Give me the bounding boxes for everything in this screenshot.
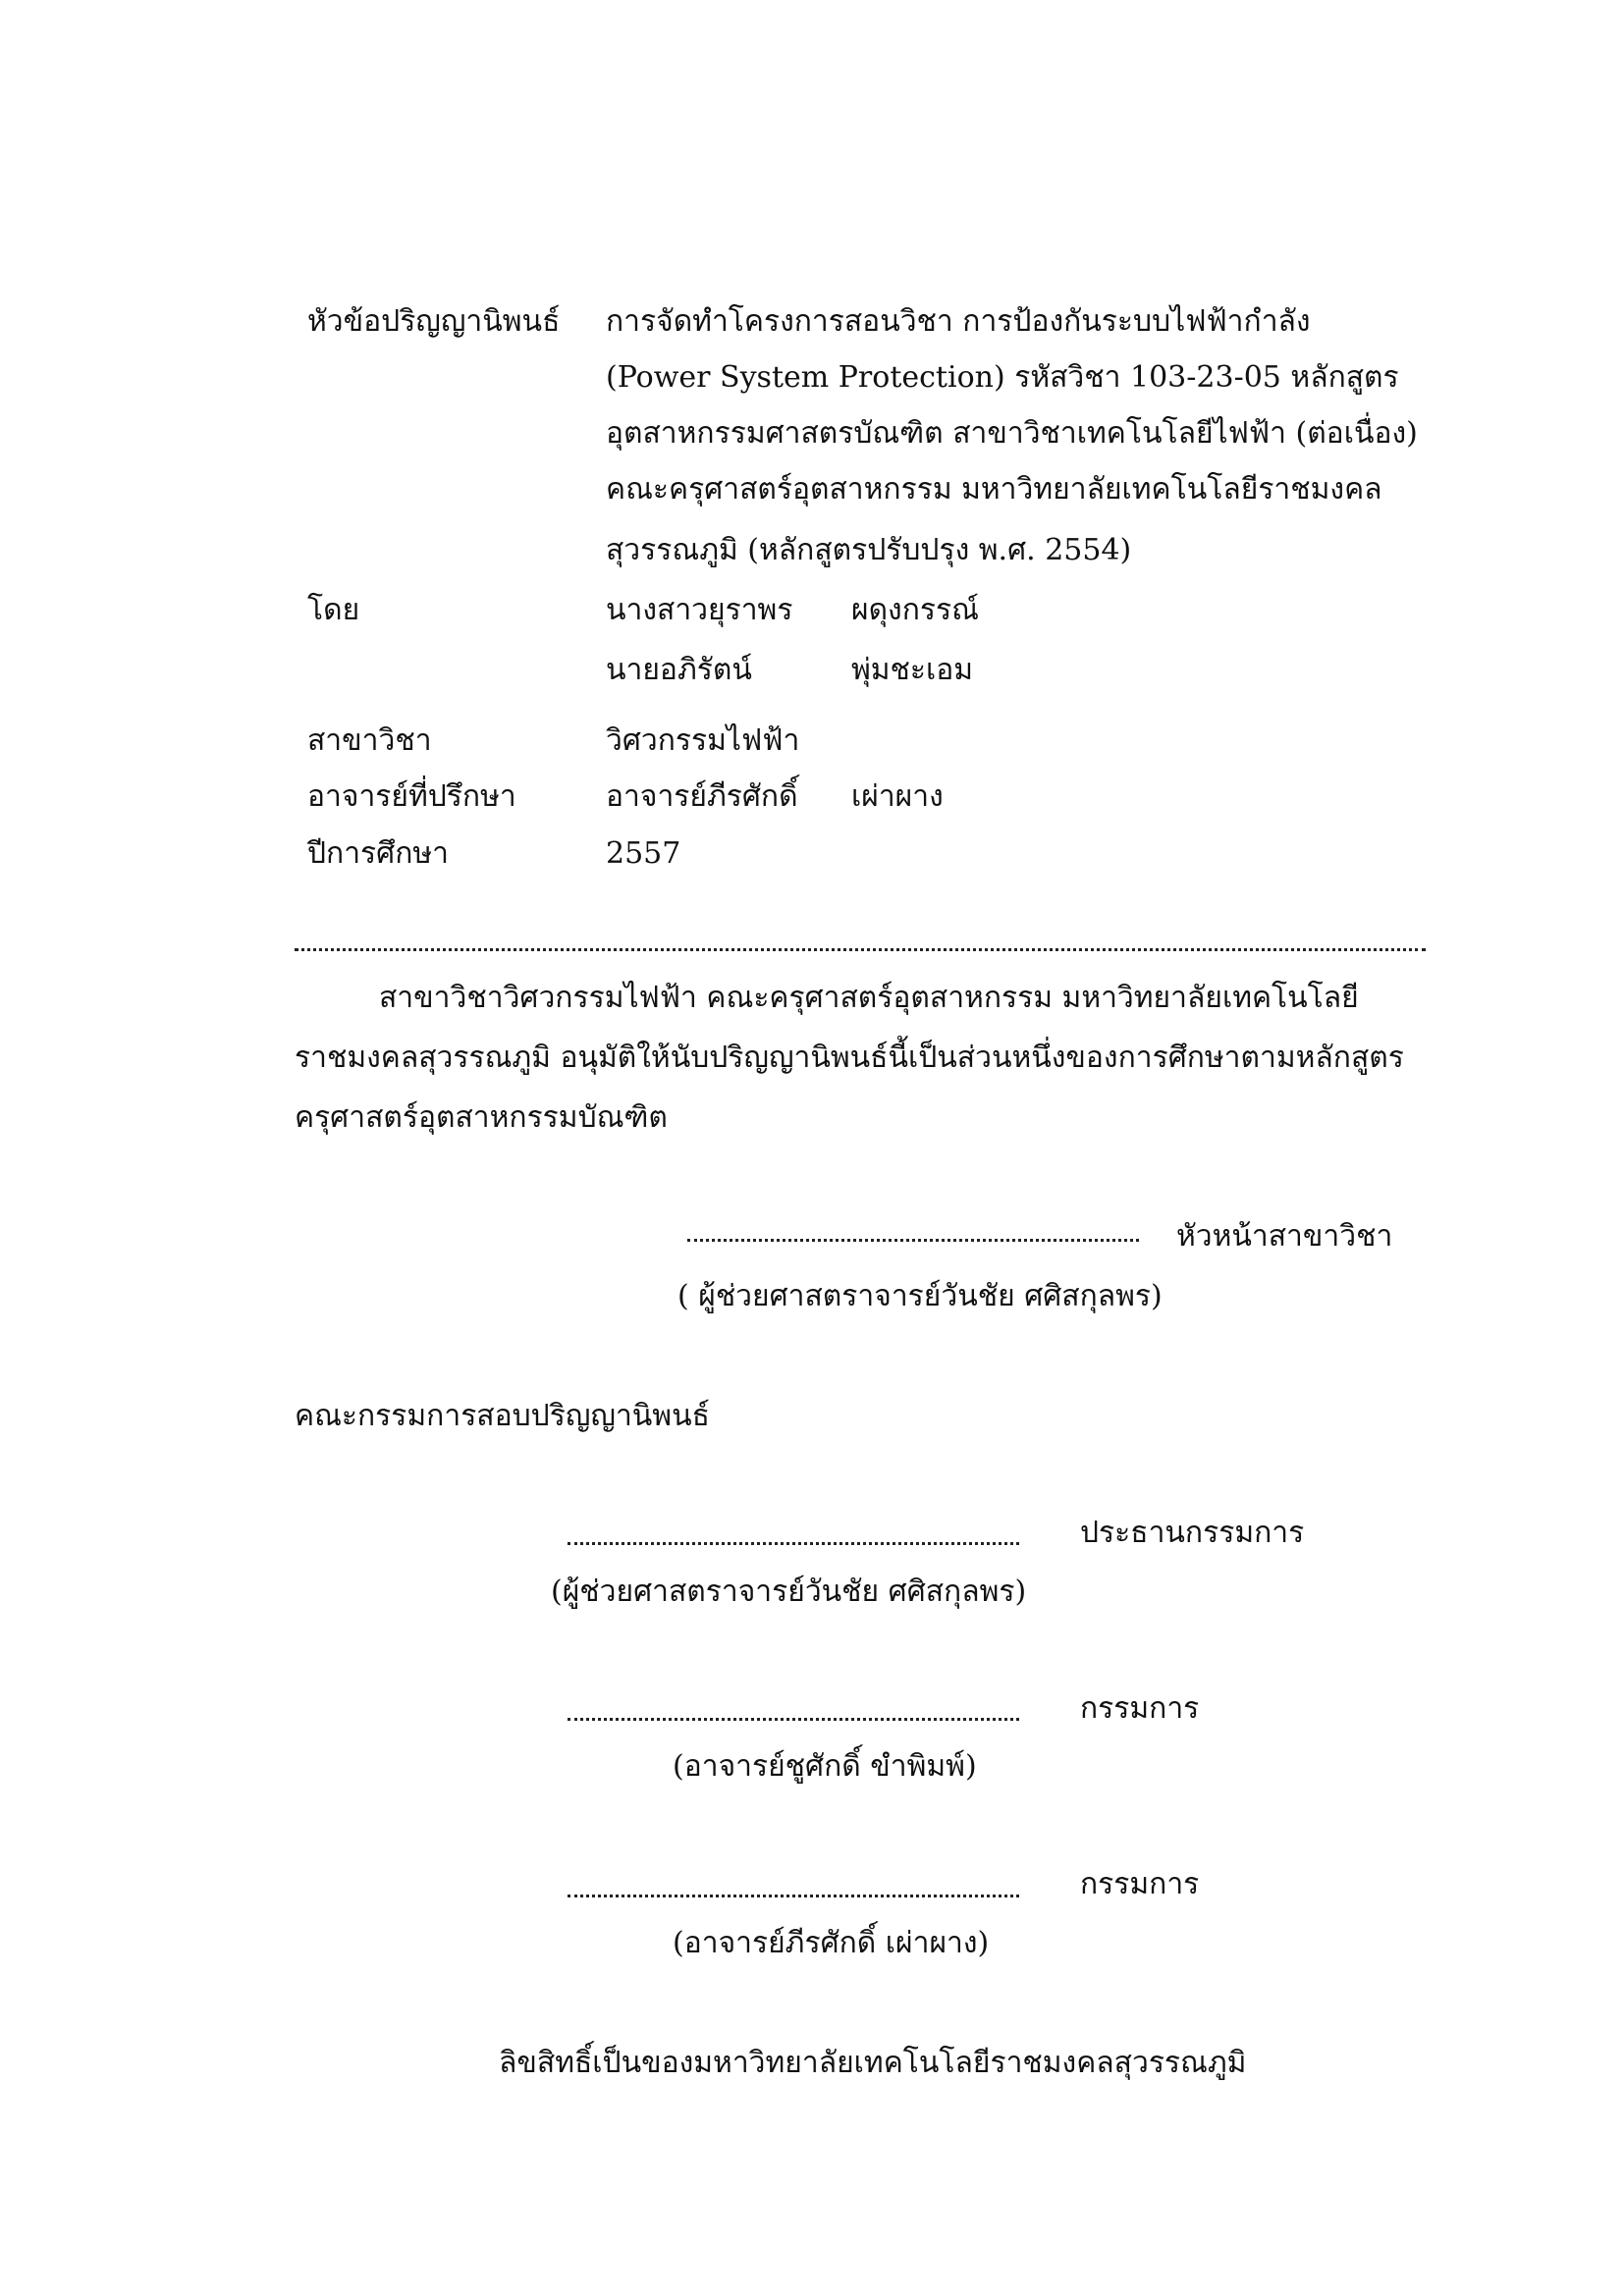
chair-name: (ผู้ช่วยศาสตราจารย์วันชัย ศศิสกุลพร)	[551, 1575, 1027, 1609]
thesis-title-line-5: สุวรรณภูมิ (หลักสูตรปรับปรุง พ.ศ. 2554)	[606, 533, 1132, 567]
academic-year-value: 2557	[606, 836, 681, 871]
advisor-label: อาจารย์ที่ปรึกษา	[307, 779, 516, 814]
head-name: ( ผู้ช่วยศาสตราจารย์วันชัย ศศิสกุลพร)	[677, 1279, 1163, 1313]
approval-line-2: ราชมงคลสุวรรณภูมิ อนุมัติให้นับปริญญานิพนธ์นี้เป็นส่วนหนึ่งของการศึกษาตามหลักสูตร	[295, 1041, 1404, 1075]
copyright-notice: ลิขสิทธิ์เป็นของมหาวิทยาลัยเทคโนโลยีราชมงคลสุวรรณภูมิ	[499, 2046, 1247, 2080]
author-1-first-name: นางสาวยุราพร	[606, 593, 793, 627]
member-2-role: กรรมการ	[1080, 1867, 1200, 1901]
thesis-title-label: หัวข้อปริญญานิพนธ์	[307, 304, 561, 339]
approval-line-3: ครุศาสตร์อุตสาหกรรมบัณฑิต	[295, 1100, 668, 1135]
by-label: โดย	[307, 593, 360, 627]
committee-heading: คณะกรรมการสอบปริญญานิพนธ์	[295, 1399, 710, 1433]
thesis-title-line-4: คณะครุศาสตร์อุตสาหกรรม มหาวิทยาลัยเทคโนโลยีราชมงคล	[606, 472, 1382, 507]
head-signature-line	[687, 1239, 1139, 1242]
chair-role: ประธานกรรมการ	[1080, 1516, 1305, 1550]
section-divider	[295, 933, 1426, 951]
member-2-name: (อาจารย์ภีรศักดิ์ เผ่าผาง)	[673, 1926, 990, 1960]
major-value: วิศวกรรมไฟฟ้า	[606, 723, 800, 758]
head-role: หัวหน้าสาขาวิชา	[1176, 1219, 1393, 1254]
author-1-last-name: ผดุงกรรณ์	[851, 593, 979, 627]
author-2-last-name: พุ่มชะเอม	[851, 653, 974, 687]
member-1-signature-line	[568, 1718, 1019, 1721]
advisor-last-name: เผ่าผาง	[851, 779, 944, 814]
member-1-role: กรรมการ	[1080, 1691, 1200, 1726]
thesis-title-line-2: (Power System Protection) รหัสวิชา 103-23-05 หลักสูตร	[606, 360, 1399, 395]
author-2-first-name: นายอภิรัตน์	[606, 653, 752, 687]
major-label: สาขาวิชา	[307, 723, 432, 758]
member-1-name: (อาจารย์ชูศักดิ์ ขำพิมพ์)	[673, 1749, 977, 1784]
academic-year-label: ปีการศึกษา	[307, 836, 449, 871]
thesis-title-line-3: อุตสาหกรรมศาสตรบัณฑิต สาขาวิชาเทคโนโลยีไฟฟ้า (ต่อเนื่อง)	[606, 416, 1418, 451]
chair-signature-line	[568, 1542, 1019, 1545]
approval-line-1: สาขาวิชาวิศวกรรมไฟฟ้า คณะครุศาสตร์อุตสาหกรรม มหาวิทยาลัยเทคโนโลยี	[379, 981, 1359, 1015]
advisor-first-name: อาจารย์ภีรศักดิ์	[606, 779, 798, 814]
member-2-signature-line	[568, 1895, 1019, 1897]
thesis-title-line-1: การจัดทำโครงการสอนวิชา การป้องกันระบบไฟฟ้ากำลัง	[606, 304, 1311, 339]
